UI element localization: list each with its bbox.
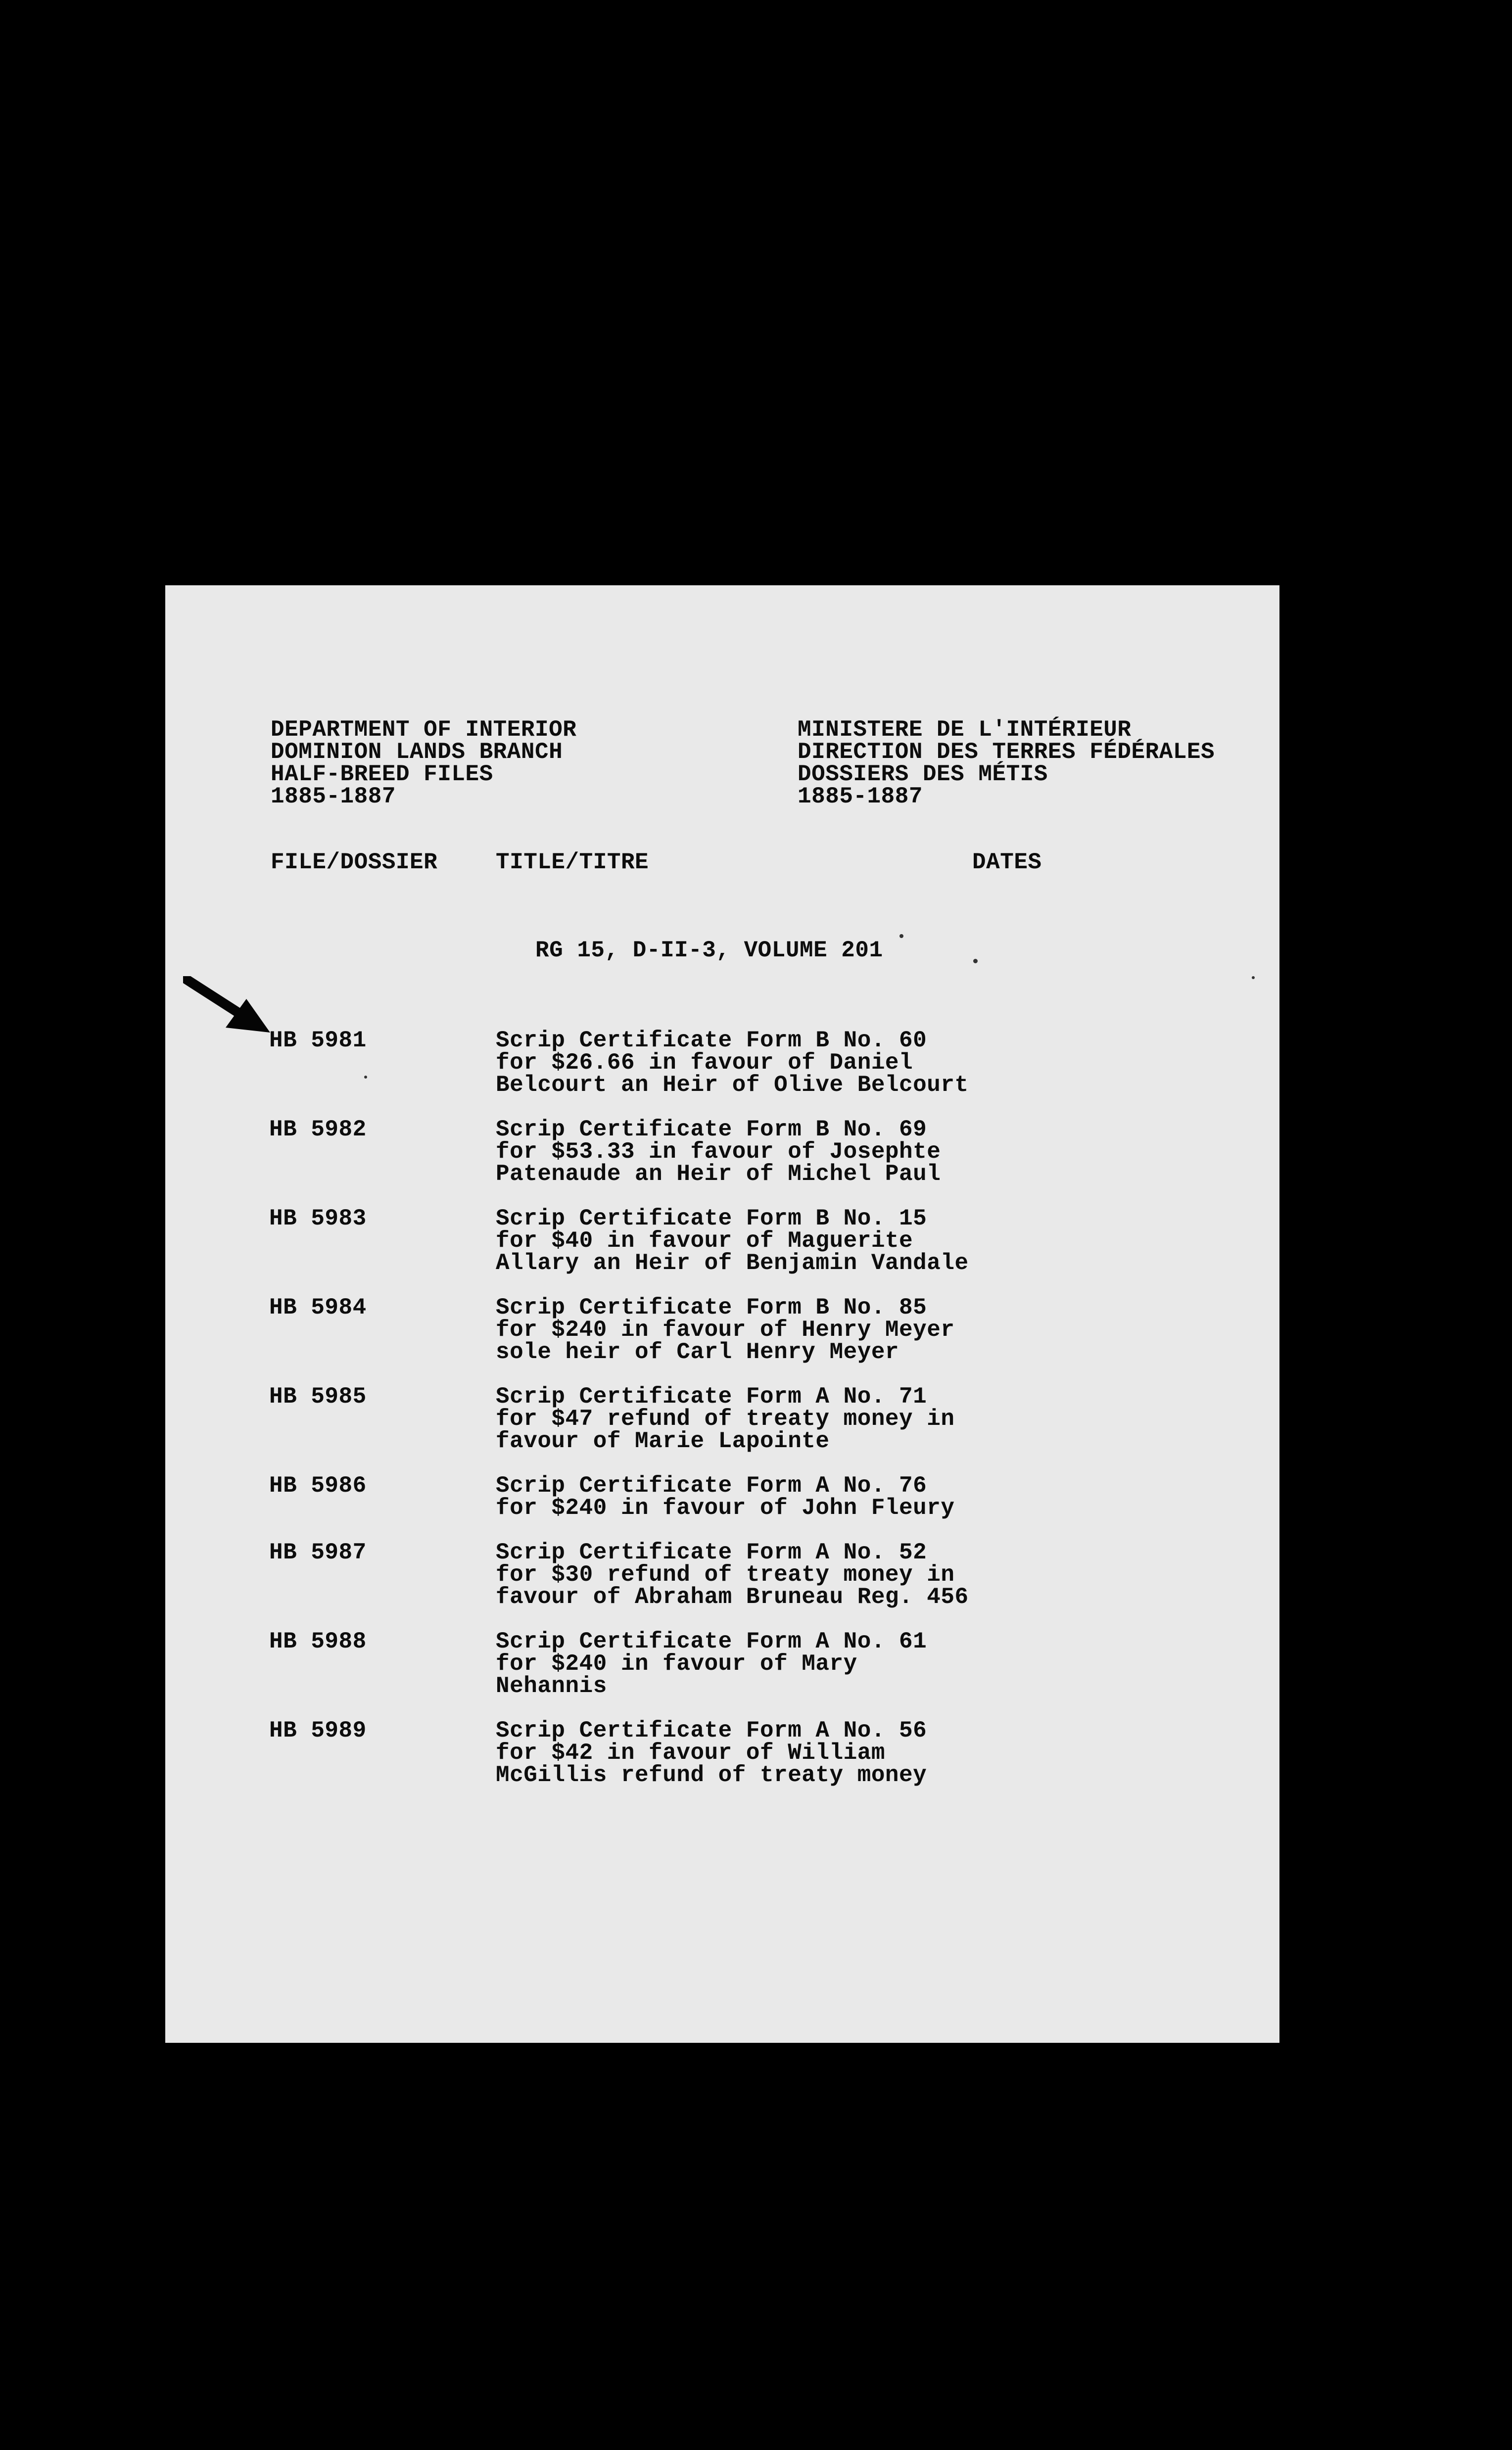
file-number: HB 5987 — [269, 1540, 367, 1565]
header-line-dossiers: DOSSIERS DES MÉTIS — [798, 761, 1048, 787]
title-line: for $240 in favour of Henry Meyer — [496, 1317, 955, 1343]
title-line: for $26.66 in favour of Daniel — [496, 1050, 913, 1076]
column-header-title: TITLE/TITRE — [496, 849, 649, 875]
file-number: HB 5986 — [269, 1473, 367, 1499]
file-number: HB 5988 — [269, 1629, 367, 1654]
file-title — [496, 1030, 969, 1096]
title-line: sole heir of Carl Henry Meyer — [496, 1339, 899, 1365]
column-header-dates: DATES — [972, 849, 1042, 875]
title-line: for $53.33 in favour of Josephte — [496, 1139, 941, 1165]
title-line: Scrip Certificate Form B No. 85 — [496, 1295, 927, 1320]
title-line: Scrip Certificate Form A No. 56 — [496, 1718, 927, 1743]
file-title — [496, 1475, 954, 1519]
title-line: for $30 refund of treaty money in — [496, 1562, 955, 1588]
scan-speck — [364, 1076, 367, 1079]
file-number: HB 5984 — [269, 1295, 367, 1320]
document-page — [165, 585, 1279, 2043]
title-line: favour of Marie Lapointe — [496, 1428, 830, 1454]
header-french — [798, 719, 1215, 808]
file-title — [496, 1208, 969, 1274]
title-line: Allary an Heir of Benjamin Vandale — [496, 1250, 969, 1276]
title-line: McGillis refund of treaty money — [496, 1762, 927, 1788]
file-number: HB 5989 — [269, 1718, 367, 1743]
scan-speck — [973, 959, 978, 963]
file-number: HB 5981 — [269, 1028, 367, 1053]
title-line: Nehannis — [496, 1673, 607, 1699]
arrow-pointer-icon — [183, 976, 272, 1036]
title-line: Scrip Certificate Form A No. 52 — [496, 1540, 927, 1565]
header-line-series: HALF-BREED FILES — [271, 761, 493, 787]
file-number: HB 5985 — [269, 1384, 367, 1410]
header-english — [271, 719, 576, 808]
scan-speck — [899, 934, 903, 938]
column-header-file: FILE/DOSSIER — [271, 849, 438, 875]
file-title — [496, 1297, 954, 1364]
file-title — [496, 1631, 927, 1697]
file-title — [496, 1386, 954, 1453]
title-line: for $240 in favour of John Fleury — [496, 1495, 955, 1521]
header-line-branch: DOMINION LANDS BRANCH — [271, 739, 563, 765]
scan-speck — [1252, 976, 1255, 979]
header-line-ministere: MINISTERE DE L'INTÉRIEUR — [798, 717, 1132, 743]
file-title — [496, 1119, 941, 1185]
title-line: for $240 in favour of Mary — [496, 1651, 857, 1677]
title-line: Scrip Certificate Form B No. 69 — [496, 1117, 927, 1142]
file-number: HB 5983 — [269, 1206, 367, 1231]
title-line: Scrip Certificate Form A No. 71 — [496, 1384, 927, 1410]
title-line: Patenaude an Heir of Michel Paul — [496, 1161, 941, 1187]
title-line: for $42 in favour of William — [496, 1740, 885, 1766]
title-line: favour of Abraham Bruneau Reg. 456 — [496, 1584, 969, 1610]
title-line: for $47 refund of treaty money in — [496, 1406, 955, 1432]
title-line: Scrip Certificate Form A No. 76 — [496, 1473, 927, 1499]
title-line: Scrip Certificate Form B No. 60 — [496, 1028, 927, 1053]
title-line: Scrip Certificate Form A No. 61 — [496, 1629, 927, 1654]
header-line-years: 1885-1887 — [271, 784, 396, 809]
header-line-department: DEPARTMENT OF INTERIOR — [271, 717, 577, 743]
file-title — [496, 1542, 969, 1608]
title-line: for $40 in favour of Maguerite — [496, 1228, 913, 1254]
header-line-direction: DIRECTION DES TERRES FÉDÉRALES — [798, 739, 1215, 765]
title-line: Belcourt an Heir of Olive Belcourt — [496, 1072, 969, 1098]
header-line-annees: 1885-1887 — [798, 784, 923, 809]
record-group-reference: RG 15, D-II-3, VOLUME 201 — [535, 938, 883, 963]
file-number: HB 5982 — [269, 1117, 367, 1142]
title-line: Scrip Certificate Form B No. 15 — [496, 1206, 927, 1231]
file-title — [496, 1720, 927, 1787]
